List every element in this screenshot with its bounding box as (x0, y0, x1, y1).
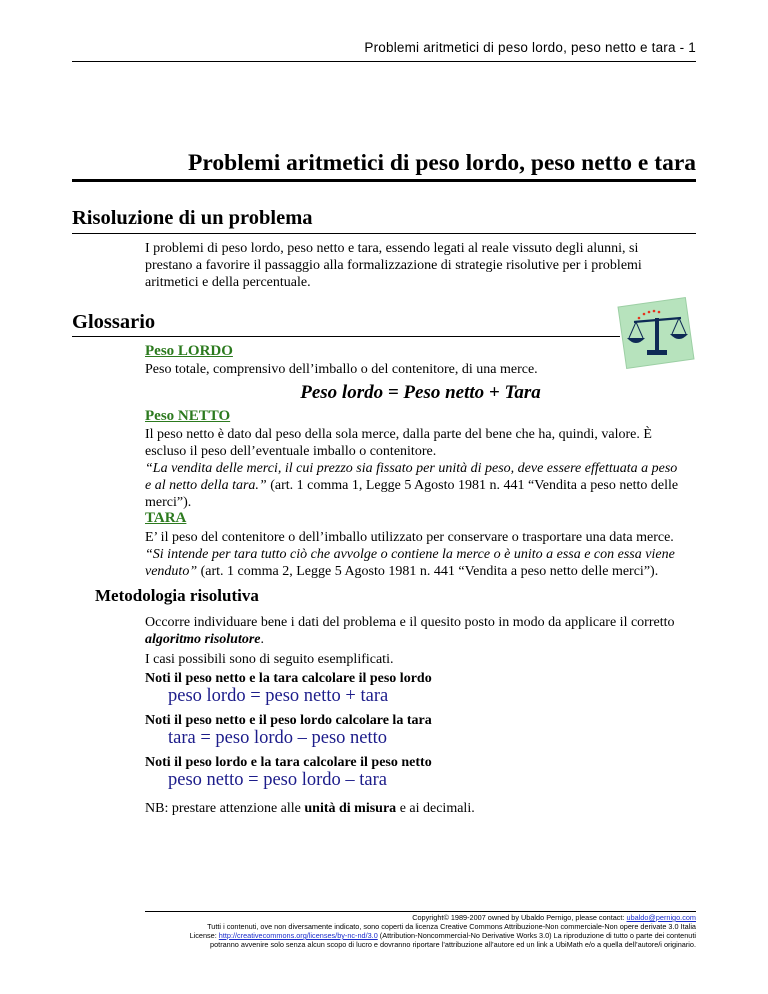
text-line: escluso il peso dell’eventuale imballo o contenitore. (145, 444, 437, 459)
header-rule (72, 61, 696, 62)
quote-line (145, 460, 696, 477)
text-line (145, 631, 696, 648)
running-header: Problemi aritmetici di peso lordo, peso netto e tara - 1 (364, 40, 696, 55)
cases-intro: I casi possibili sono di seguito esemplificati. (145, 652, 394, 667)
quote-line (145, 477, 696, 494)
section-heading-risoluzione: Risoluzione di un problema (72, 207, 313, 229)
case-formula: tara = peso lordo – peso netto (168, 728, 388, 748)
case-title: Noti il peso netto e la tara calcolare il peso lordo (145, 671, 432, 686)
section-heading-glossario: Glossario (72, 311, 156, 333)
definition-peso-lordo: Peso totale, comprensivo dell’imballo o del contenitore, di una merce. (145, 362, 538, 377)
quote-text: “La vendita delle merci, il cui prezzo sia fissato per unità di peso, deve essere effettuata a peso (145, 461, 678, 476)
text-line: I problemi di peso lordo, peso netto e tara, essendo legati al reale vissuto degli alunni, si (145, 241, 639, 256)
quote-line (145, 563, 696, 580)
footer-license: Tutti i contenuti, ove non diversamente indicato, sono coperti da licenza Creative Commons Attribuzione-Non commerciale-Non opere derivate 3.0 Italia (207, 922, 696, 931)
balance-scale-icon (617, 296, 695, 370)
footer-reproduction: potranno avvenire solo senza alcun scopo di lucro e dovranno riportare l’attribuzione all’autore ed un link a UbiMath e/o a quella dell’autore/i originario. (210, 940, 696, 949)
section-rule (72, 233, 696, 234)
term-peso-netto: Peso NETTO (145, 408, 231, 424)
case-title: Noti il peso lordo e la tara calcolare il peso netto (145, 755, 432, 770)
footer-email-link[interactable]: ubaldo@pernigo.com (626, 913, 696, 922)
intro-paragraph (145, 240, 696, 291)
text-line: prestano a favorire il passaggio alla formalizzazione di strategie risolutive per i problemi (145, 258, 642, 273)
title-rule (72, 179, 696, 182)
quote-text: e al netto della tara.” (145, 478, 267, 493)
text-line: Occorre individuare bene i dati del problema e il quesito posto in modo da applicare il corretto (145, 615, 675, 630)
law-reference: (art. 1 comma 1, Legge 5 Agosto 1981 n. 441 “Vendita a peso netto delle (266, 478, 679, 493)
term-peso-lordo: Peso LORDO (145, 343, 233, 359)
case-title: Noti il peso netto e il peso lordo calcolare la tara (145, 713, 432, 728)
footer-license-link[interactable]: http://creativecommons.org/licenses/by-nc-nd/3.0 (218, 931, 378, 940)
footer-license-link-line (72, 931, 696, 940)
footer-text: License: (189, 931, 219, 940)
case-formula: peso lordo = peso netto + tara (168, 686, 389, 706)
formula-peso-lordo: Peso lordo = Peso netto + Tara (300, 382, 541, 403)
case-formula: peso netto = peso lordo – tara (168, 770, 388, 790)
quote-line (145, 546, 696, 563)
law-reference: (art. 1 comma 2, Legge 5 Agosto 1981 n. 441 “Vendita a peso netto delle merci”). (197, 564, 659, 579)
punctuation: . (260, 632, 265, 647)
nb-emphasis: unità di misura (304, 801, 397, 816)
method-intro (145, 614, 696, 648)
footer-rule (145, 911, 696, 912)
nb-text: e ai decimali. (396, 801, 475, 816)
footer-copyright (72, 913, 696, 922)
footer-text: Copyright© 1989-2007 owned by Ubaldo Pernigo, please contact: (412, 913, 627, 922)
nb-note (145, 800, 696, 817)
text-line: aritmetici e della percentuale. (145, 275, 311, 290)
text-line: merci”). (145, 495, 192, 510)
footer-text: (Attribution-Noncommercial-No Derivative Works 3.0) La riproduzione di tutto o parte dei contenuti (377, 931, 696, 940)
definition-tara (145, 529, 696, 580)
nb-text: NB: prestare attenzione alle (145, 801, 305, 816)
section-heading-metodologia: Metodologia risolutiva (95, 586, 259, 605)
text-line: Il peso netto è dato dal peso della sola merce, dalla parte del bene che ha, quindi, valore. È (145, 427, 652, 442)
algorithm-term: algoritmo risolutore (145, 632, 261, 647)
definition-peso-netto (145, 426, 696, 511)
text-line: E’ il peso del contenitore o dell’imballo utilizzato per conservare o trasportare una data merce. (145, 530, 674, 545)
quote-text: venduto” (145, 564, 198, 579)
page-title: Problemi aritmetici di peso lordo, peso netto e tara (188, 150, 696, 176)
quote-text: “Si intende per tara tutto ciò che avvolge o contiene la merce o è unito a essa e con essa viene (145, 547, 675, 562)
term-tara: TARA (145, 510, 187, 526)
section-rule (72, 336, 620, 337)
